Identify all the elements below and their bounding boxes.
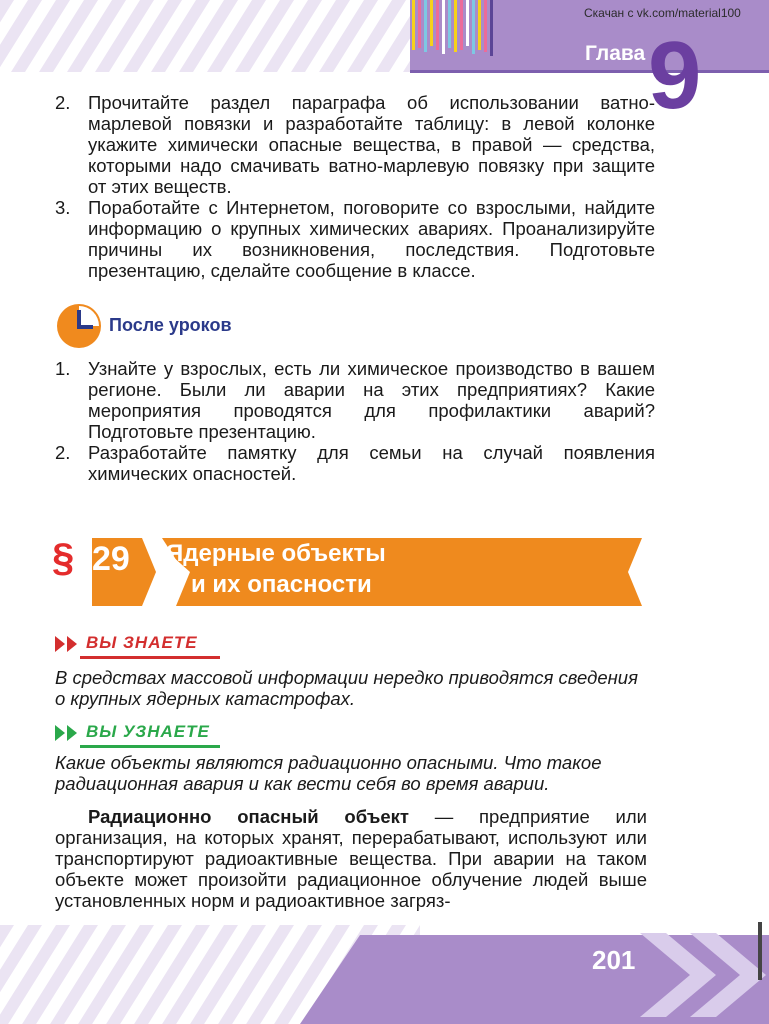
header-rule [410, 70, 769, 73]
section-title-line-1: Ядерные объекты [166, 540, 386, 567]
list-item-number: 1. [55, 358, 71, 379]
section-title [166, 538, 386, 600]
list-item-text: Разработайте памятку для семьи на случай появления химических опасностей. [88, 442, 655, 484]
body-text: — предприятие или организация, на которых хранят, перерабатывают, используют или транспортируют радиоактивные вещества. При аварии на таком объекте может произойти радиационное облучение людей выше установленных норм и радиоактивное загряз- [55, 806, 647, 911]
watermark-text: Скачан с vk.com/material100 [584, 6, 741, 20]
scrollbar-thumb[interactable] [758, 922, 762, 980]
double-arrow-icon [55, 634, 81, 654]
list-item-text: Узнайте у взрослых, есть ли химическое производство в вашем регионе. Были ли аварии на этих предприятиях? Какие мероприятия проводятся для профилактики аварий? Подготовьте презентацию. [88, 358, 655, 442]
after-lessons-title: После уроков [109, 315, 232, 335]
list-item [55, 92, 655, 197]
clock-icon [55, 300, 103, 350]
term: Радиационно опасный объект [88, 806, 409, 827]
you-know-underline [80, 656, 220, 659]
section-number: 29 [92, 540, 130, 578]
you-will-know-label: ВЫ УЗНАЕТЕ [86, 722, 210, 741]
list-item [55, 358, 655, 442]
chapter-number: 9 [648, 22, 702, 129]
you-know-text: В средствах массовой информации нередко приводятся сведения о крупных ядерных катастрофах. [55, 667, 638, 709]
list-item [55, 442, 655, 484]
page-number: 201 [592, 945, 636, 975]
after-lessons-list [55, 358, 655, 484]
list-item-number: 2. [55, 442, 71, 463]
you-will-know-text: Какие объекты являются радиационно опасными. Что такое радиационная авария и как вести себя во время аварии. [55, 752, 602, 794]
chapter-label: Глава [585, 42, 646, 65]
double-arrow-icon [55, 723, 81, 743]
list-item-text: Прочитайте раздел параграфа об использовании ватно-марлевой повязки и разработайте таблицу: в левой колонке укажите химически опасные вещества, в правой — средства, которыми надо смачивать ватно-марлевую повязку при защите от этих веществ. [88, 92, 655, 197]
list-item-text: Поработайте с Интернетом, поговорите со взрослыми, найдите информацию о крупных химических авариях. Проанализируйте причины их возникновения, последствия. Подготовьте презентацию, сделайте сообщение в классе. [88, 197, 655, 281]
list-item [55, 197, 655, 281]
you-know-label: ВЫ ЗНАЕТЕ [86, 633, 198, 652]
footer-band [0, 925, 769, 1024]
section-sign: § [52, 536, 75, 580]
list-item-number: 2. [55, 92, 71, 113]
task-list [55, 92, 655, 281]
body-paragraph [55, 806, 647, 911]
list-item-number: 3. [55, 197, 71, 218]
section-title-line-2: и их опасности [191, 571, 372, 598]
you-will-know-underline [80, 745, 220, 748]
color-barcode-decoration [410, 0, 498, 56]
